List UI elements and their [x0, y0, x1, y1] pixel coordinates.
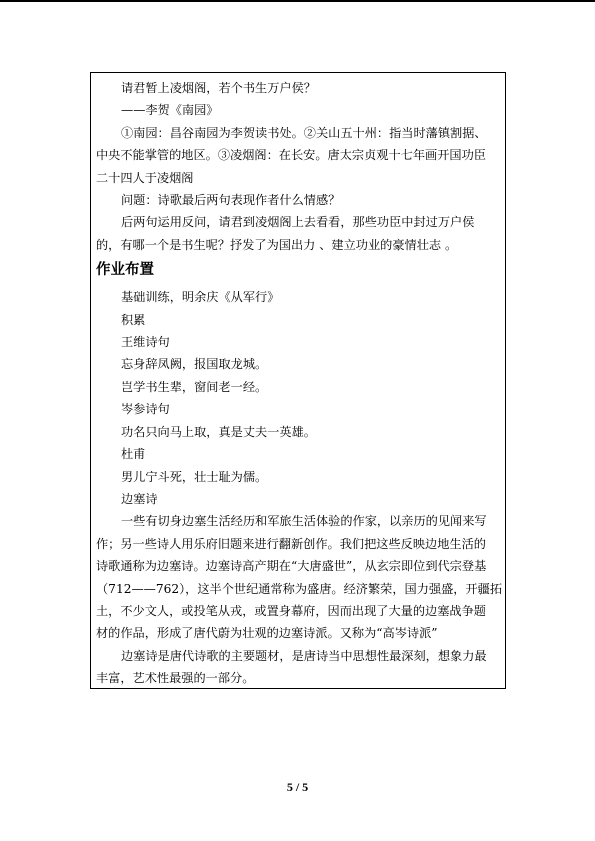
homework-item: 王维诗句 [121, 335, 170, 350]
homework-item: 基础训练，明余庆《从军行》 [121, 290, 280, 305]
homework-item: 岂学书生辈，窗间老一经。 [121, 379, 268, 394]
homework-item: 男儿宁斗死，壮士耻为儒。 [121, 469, 268, 484]
homework-item: 岑参诗句 [121, 402, 170, 417]
homework-item: 杜甫 [121, 447, 146, 462]
paragraph-line: 诗歌通称为边塞诗。边塞诗高产期在“大唐盛世”，从玄宗即位到代宗登基 [96, 559, 487, 574]
homework-item: 忘身辞凤阙，报国取龙城。 [121, 357, 268, 372]
paragraph-line: 土，不少文人，或投笔从戎，或置身幕府，因而出现了大量的边塞战争题 [96, 603, 486, 618]
homework-item: 积累 [121, 312, 146, 327]
note-line: 二十四人于凌烟阁 [96, 170, 194, 185]
document-body [96, 77, 503, 690]
paragraph-line: 边塞诗是唐代诗歌的主要题材，是唐诗当中思想性最深刻，想象力最 [121, 648, 487, 663]
question-text: 问题：诗歌最后两句表现作者什么情感？ [121, 193, 341, 208]
paragraph-line: 丰富，艺术性最强的一部分。 [96, 671, 255, 686]
poem-line: 请君暂上凌烟阁，若个书生万户侯？ [121, 81, 316, 95]
paragraph-line: （712——762），这半个世纪通常称为盛唐。经济繁荣，国力强盛，开疆拓 [96, 581, 503, 596]
paragraph-line: 作；另一些诗人用乐府旧题来进行翻新创作。我们把这些反映边地生活的 [96, 536, 486, 551]
page-number: 5 / 5 [286, 780, 309, 794]
section-heading: 作业布置 [96, 262, 154, 279]
note-line: 中央不能掌管的地区。③凌烟阁：在长安。唐太宗贞观十七年画开国功臣 [96, 148, 486, 163]
note-line: ①南园：昌谷南园为李贺读书处。②关山五十州：指当时藩镇割据、 [121, 125, 487, 140]
homework-item: 边塞诗 [121, 491, 158, 506]
poem-attribution: ——李贺《南园》 [121, 103, 219, 118]
homework-item: 功名只向马上取，真是丈夫一英雄。 [121, 424, 316, 439]
paragraph-line: 一些有切身边塞生活经历和军旅生活体验的作家，以亲历的见闻来写 [121, 514, 487, 529]
answer-line: 的，有哪一个是书生呢？抒发了为国出力 、建立功业的豪情壮志 。 [96, 237, 458, 252]
answer-line: 后两句运用反问，请君到凌烟阁上去看看，那些功臣中封过万户侯 [121, 215, 475, 230]
paragraph-line: 材的作品，形成了唐代蔚为壮观的边塞诗派。又称为“高岑诗派” [96, 626, 438, 641]
top-rule [0, 0, 595, 2]
